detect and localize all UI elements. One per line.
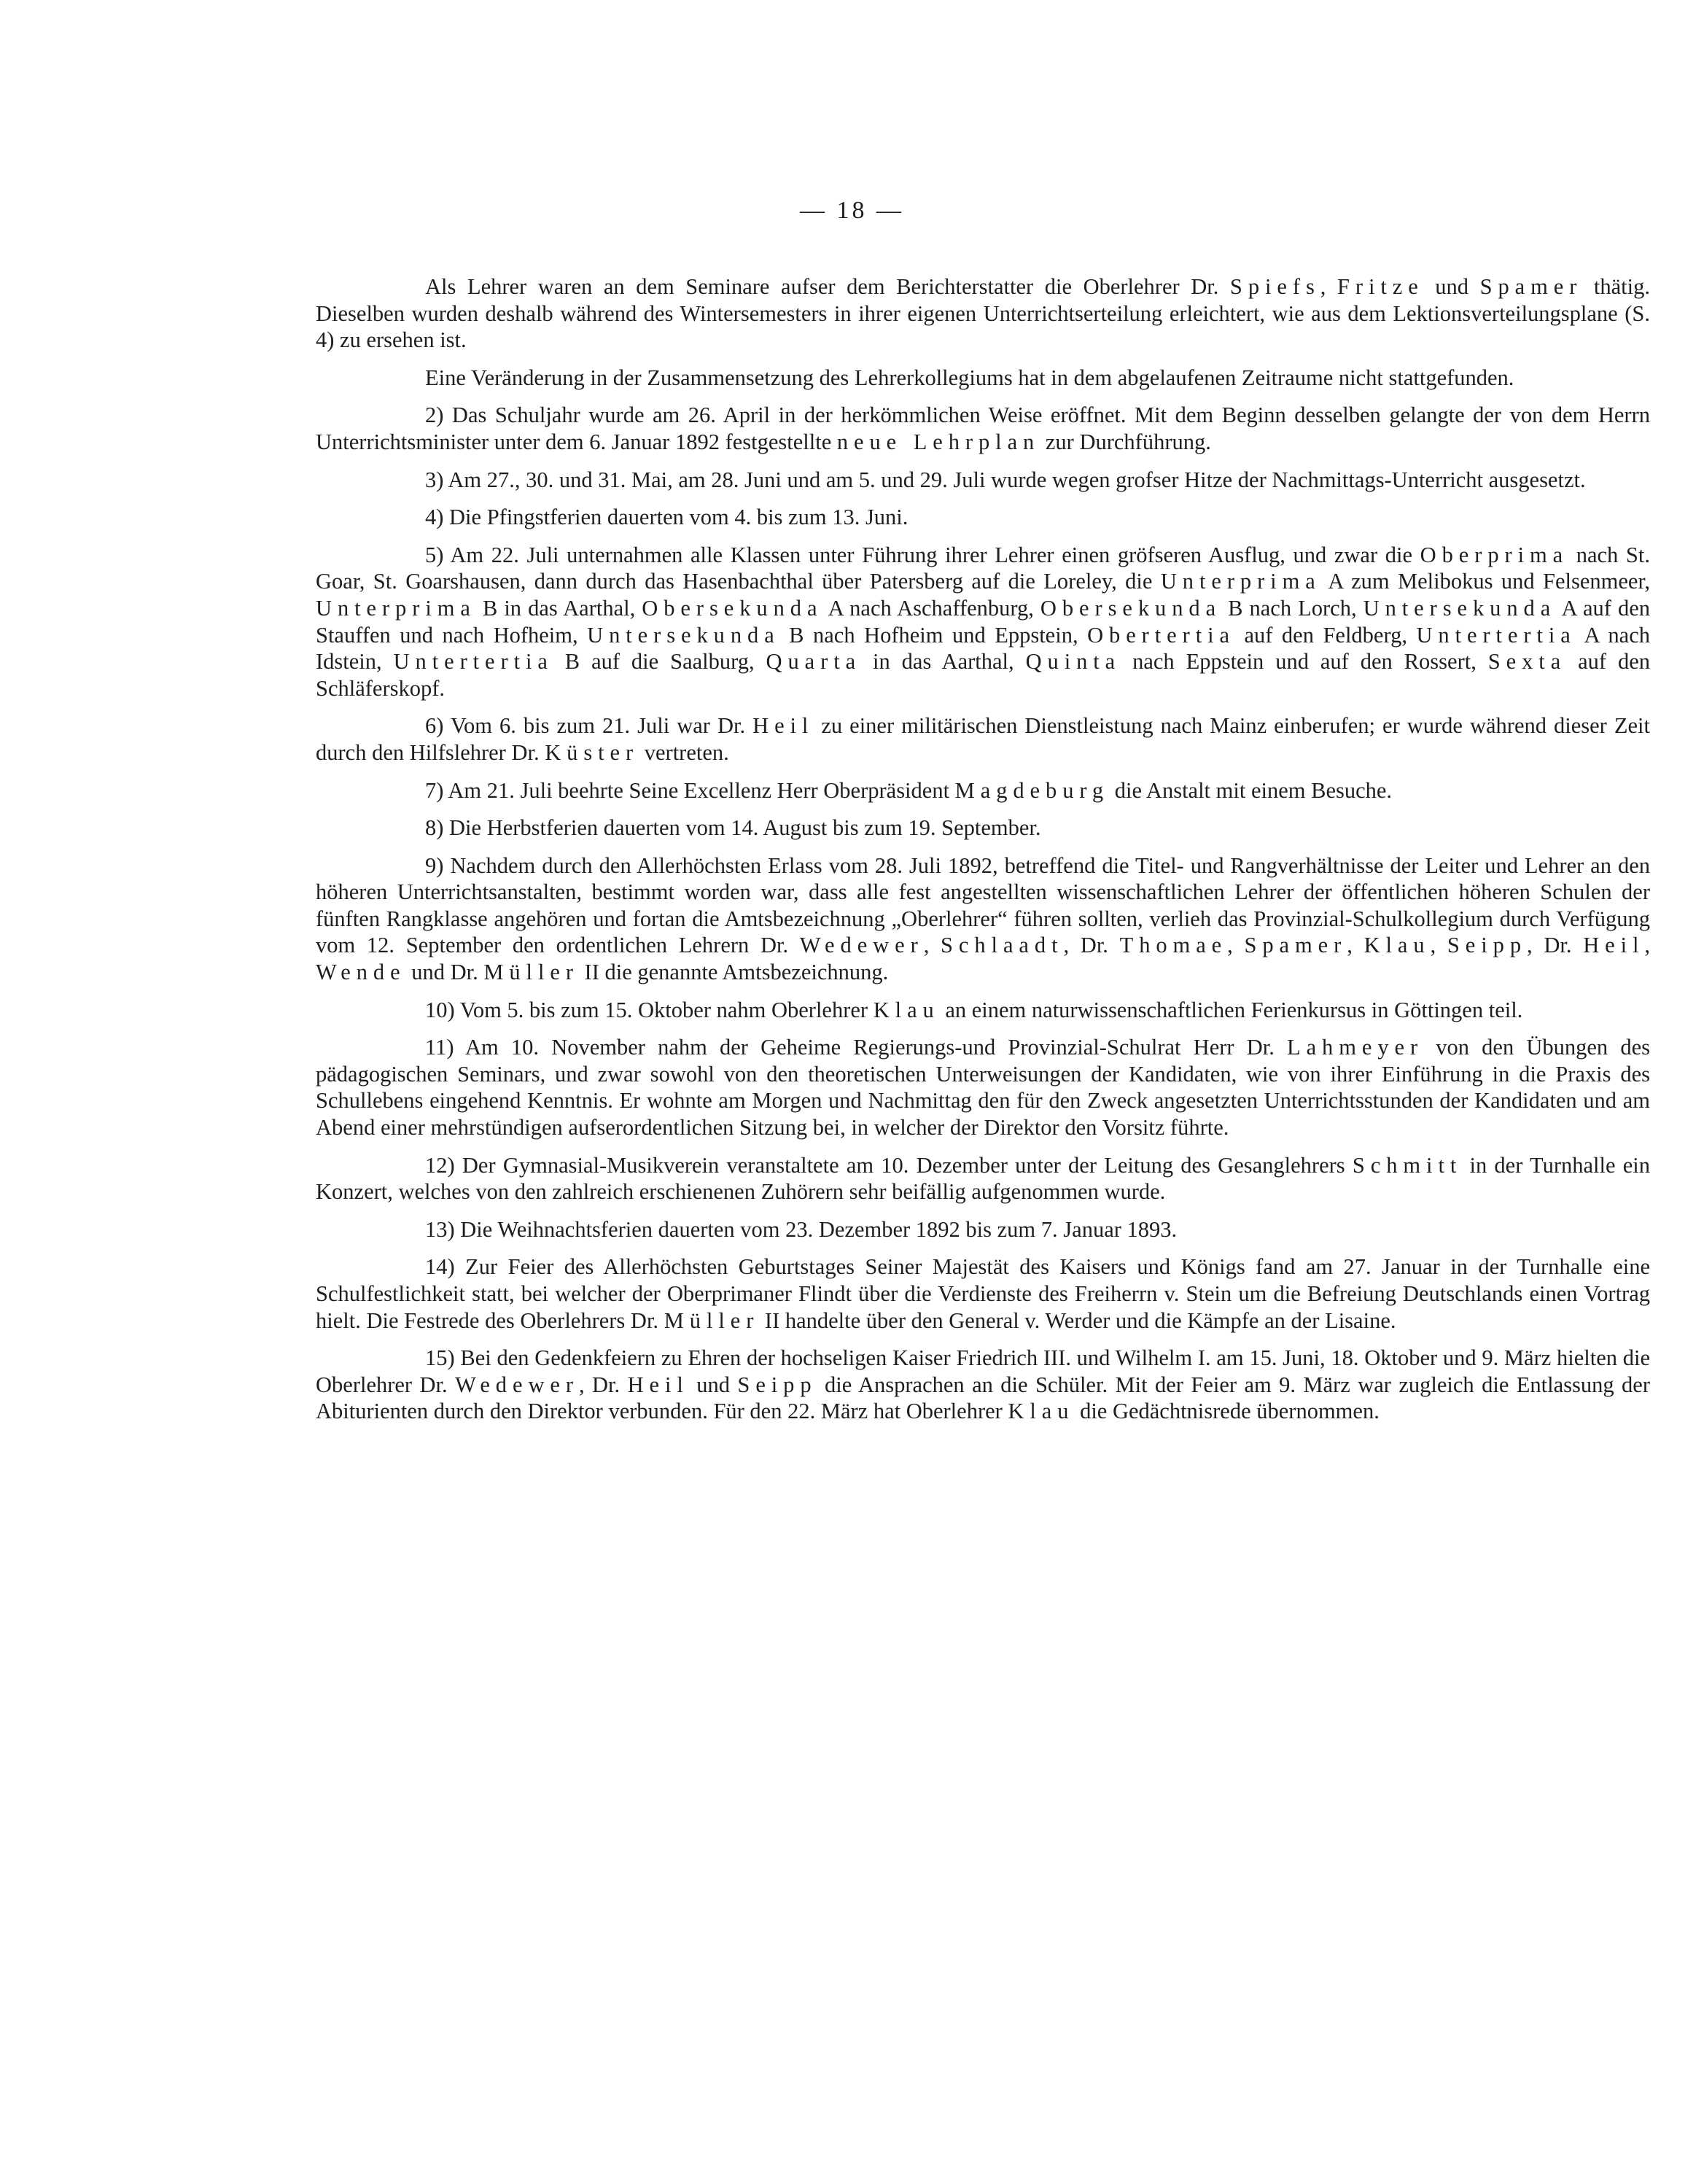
spaced-name: Thomae (1119, 933, 1228, 958)
spaced-name: Küster (545, 739, 639, 765)
body-text (316, 273, 1650, 1436)
spaced-name: Klau (1008, 1399, 1075, 1424)
spaced-name: Obersekunda (1040, 595, 1222, 621)
text-run: , (1320, 274, 1337, 299)
paragraph (316, 402, 1650, 455)
spaced-name: Sexta (1487, 649, 1567, 675)
text-run: II handelte über den General v. Werder und die Kämpfe an der Lisaine. (759, 1307, 1396, 1333)
text-run: 14) Zur Feier des Allerhöchsten Geburtstages Seiner Majestät des Kaisers und Königs fand am 27. Januar in der Turnhalle eine Schulfestlichkeit statt, bei welcher der Oberprimaner Flindt über die Verdienste des Freiherrn v. Stein um die Befreiung Deutschlands einen Vortrag hielt. Die Festrede des Oberlehrers Dr. (316, 1254, 1650, 1333)
spaced-name: Seipp (1447, 933, 1528, 958)
text-run: A nach Idstein, (316, 622, 1650, 675)
spaced-name: Magdeburg (954, 777, 1110, 803)
page-number: — 18 — (800, 197, 904, 224)
spaced-name: Spamer (1244, 933, 1347, 958)
text-run: 13) Die Weihnachtsferien dauerten vom 23. Dezember 1892 bis zum 7. Januar 1893. (425, 1216, 1178, 1242)
spaced-name: Klau (1363, 933, 1431, 958)
spaced-name: Untersekunda (1363, 595, 1557, 621)
text-run: , (1347, 933, 1364, 958)
text-run: 12) Der Gymnasial-Musikverein veranstaltete am 10. Dezember unter der Leitung des Gesanglehrers (425, 1152, 1353, 1178)
text-run: an einem naturwissenschaftlichen Ferienkursus in Göttingen teil. (939, 997, 1523, 1022)
text-run: in das Aarthal, (861, 649, 1026, 675)
text-run: nach St. Goar, St. Goarshausen, dann durch das Hasenbachthal über Patersberg auf die Loreley, die (316, 542, 1650, 594)
spaced-name: Untertertia (1416, 622, 1576, 648)
text-run: II die genannte Amtsbezeichnung. (578, 960, 889, 985)
text-run: , Dr. (1527, 933, 1584, 958)
paragraph (316, 712, 1650, 766)
spaced-name: Wedewer (455, 1372, 579, 1397)
paragraph (316, 852, 1650, 986)
text-run: 15) Bei den Gedenkfeiern zu Ehren der hochseligen Kaiser Friedrich III. und Wilhelm I. am 15. Juni, 18. Oktober und 9. März hielten die Oberlehrer Dr. (316, 1345, 1650, 1397)
spaced-name: Schlaadt (941, 933, 1064, 958)
paragraph (316, 365, 1650, 392)
paragraph (316, 1216, 1650, 1243)
text-run: 2) Das Schuljahr wurde am 26. April in der herkömmlichen Weise eröffnet. Mit dem Beginn desselben gelangte der von dem Herrn Unterrichtsminister unter dem 6. Januar 1892 festgestellte (316, 403, 1650, 454)
text-run: in der Turnhalle ein Konzert, welches von den zahlreich erschienenen Zuhörern sehr beifällig aufgenommen wurde. (316, 1152, 1650, 1205)
paragraph (316, 1254, 1650, 1334)
paragraph (316, 777, 1650, 804)
text-run: 11) Am 10. November nahm der Geheime Regierungs-und Provinzial-Schulrat Herr Dr. (425, 1035, 1288, 1060)
spaced-name: Oberprima (1420, 542, 1569, 567)
paragraph (316, 273, 1650, 354)
text-run: , (1430, 933, 1447, 958)
spaced-name: Quarta (766, 649, 862, 675)
text-run: und (688, 1372, 738, 1397)
text-run: die Ansprachen an die Schüler. Mit der Feier am 9. März war zugleich die Entlassung der Abiturienten durch den Direktor verbunden. Für den 22. März hat Oberlehrer (316, 1372, 1650, 1424)
spaced-name: Seipp (737, 1372, 817, 1397)
spaced-name: Quinta (1025, 649, 1121, 675)
text-run: 7) Am 21. Juli beehrte Seine Excellenz Herr Oberpräsident (425, 777, 955, 803)
spaced-name: Müller (664, 1307, 760, 1333)
text-run: 3) Am 27., 30. und 31. Mai, am 28. Juni und am 5. und 29. Juli wurde wegen grofser Hitze der Nachmittags-Unterricht ausgesetzt. (425, 467, 1586, 492)
spaced-name: Spiefs (1229, 274, 1320, 299)
spaced-name: Obertertia (1087, 622, 1235, 648)
text-run: 9) Nachdem durch den Allerhöchsten Erlass vom 28. Juli 1892, betreffend die Titel- und Rangverhältnisse der Leiter und Lehrer an den höheren Unterrichtsanstalten, bestimmt worden war, dass alle fest angestellten wissenschaftlichen Lehrer der öffentlichen höheren Schulen der fünften Rangklasse angehören und fortan die Amtsbezeichnung „Oberlehrer“ führen sollten, verlieh das Provinzial-Schulkollegium durch Verfügung vom 12. September den ordentlichen Lehrern Dr. (316, 852, 1650, 958)
spaced-name: Heil (627, 1372, 689, 1397)
text-run: 4) Die Pfingstferien dauerten vom 4. bis zum 13. Juni. (425, 505, 909, 530)
paragraph (316, 467, 1650, 494)
text-run: B nach Hofheim und Eppstein, (779, 622, 1088, 648)
spaced-name: Wende (316, 960, 406, 985)
spaced-name: Untertertia (393, 649, 553, 675)
spaced-name: Müller (483, 960, 579, 985)
paragraph (316, 1034, 1650, 1140)
paragraph (316, 997, 1650, 1024)
spaced-name: Obersekunda (642, 595, 823, 621)
text-run: , Dr. (1063, 933, 1120, 958)
spaced-name: Heil (752, 713, 814, 739)
text-run: B nach Lorch, (1221, 595, 1363, 621)
paragraph (316, 542, 1650, 702)
spaced-name: Wedewer (799, 933, 924, 958)
text-run: von den Übungen des pädagogischen Seminars, und zwar sowohl von den theoretischen Unterweisungen der Kandidaten, wie von ihrer Einführung in die Praxis des Schullebens eingehend Kenntnis. Er wohnte am Morgen und Nachmittag den für den Zweck angesetzten Unterrichtsstunden der Kandidaten und am Abend einer mehrstündigen aufserordentlichen Sitzung bei, in welcher der Direktor den Vorsitz führte. (316, 1035, 1650, 1140)
spaced-name: Untersekunda (587, 622, 780, 648)
text-run: auf den Feldberg, (1235, 622, 1417, 648)
text-run: 5) Am 22. Juli unternahmen alle Klassen unter Führung ihrer Lehrer einen gröfseren Ausflug, und zwar die (425, 542, 1420, 567)
text-run: Eine Veränderung in der Zusammensetzung des Lehrerkollegiums hat in dem abgelaufenen Zeitraume nicht stattgefunden. (425, 365, 1514, 390)
paragraph (316, 504, 1650, 531)
text-run: die Gedächtnisrede übernommen. (1074, 1399, 1380, 1424)
text-run: B auf die Saalburg, (553, 649, 766, 675)
text-run: 6) Vom 6. bis zum 21. Juli war Dr. (425, 713, 753, 739)
text-run: , Dr. (578, 1372, 628, 1397)
text-run: zur Durchführung. (1040, 429, 1211, 454)
paragraph (316, 815, 1650, 842)
text-run: auf den Schläferskopf. (316, 649, 1651, 701)
spaced-name: Heil (1583, 933, 1645, 958)
text-run: A nach Aschaffenburg, (822, 595, 1040, 621)
text-run: , (1227, 933, 1245, 958)
text-run: die Anstalt mit einem Besuche. (1109, 777, 1393, 803)
text-run: 8) Die Herbstferien dauerten vom 14. August bis zum 19. September. (425, 815, 1041, 841)
text-run: B in das Aarthal, (475, 595, 642, 621)
text-run: A auf den Stauffen und nach Hofheim, (316, 595, 1650, 648)
spaced-name: Schmitt (1352, 1152, 1463, 1178)
text-run: A zum Melibokus und Felsenmeer, (1320, 569, 1650, 594)
text-run: und Dr. (405, 960, 484, 985)
paragraph (316, 1152, 1650, 1205)
paragraph (316, 1345, 1650, 1425)
text-run: , (923, 933, 941, 958)
spaced-name: Unterprima (1160, 569, 1321, 594)
text-run: thätig. Dieselben wurden deshalb während des Wintersemesters in ihrer eigenen Unterrichtserteilung erleichtert, wie aus dem Lektionsverteilungsplane (S. 4) zu ersehen ist. (316, 274, 1650, 353)
spaced-name: Lahmeyer (1287, 1035, 1424, 1060)
text-run: zu einer militärischen Dienstleistung nach Mainz einberufen; er wurde während dieser Zeit durch den Hilfslehrer Dr. (316, 713, 1650, 765)
text-run: 10) Vom 5. bis zum 15. Oktober nahm Oberlehrer (425, 997, 874, 1022)
spaced-name: Spamer (1479, 274, 1583, 299)
text-run: vertreten. (639, 739, 729, 765)
spaced-name: Unterprima (316, 595, 476, 621)
text-run: und (1423, 274, 1480, 299)
spaced-name: Fritze (1337, 274, 1424, 299)
spaced-name: Klau (873, 997, 940, 1022)
spaced-name: neue Lehrplan (836, 429, 1040, 454)
text-run: nach Eppstein und auf den Rossert, (1121, 649, 1488, 675)
text-run: Als Lehrer waren an dem Seminare aufser dem Berichterstatter die Oberlehrer Dr. (425, 274, 1230, 299)
text-run: , (1644, 933, 1651, 958)
